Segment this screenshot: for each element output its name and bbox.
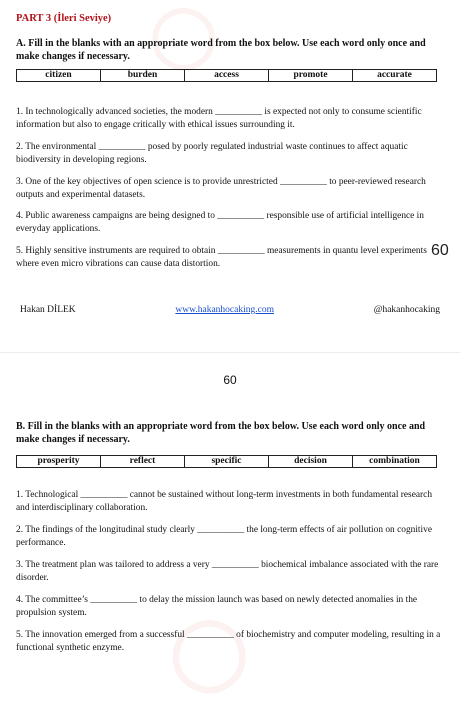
- section-b-instruction: B. Fill in the blanks with an appropriate word from the box below. Use each word only once and make changes if necessary.: [16, 421, 426, 445]
- word-box-item: access: [185, 70, 269, 81]
- website-link[interactable]: www.hakanhocaking.com: [175, 305, 274, 315]
- section-b-question-3: 3. The treatment plan was tailored to address a very __________ biochemical imbalance associated with the rare disorder.: [16, 560, 441, 583]
- word-box-item: burden: [101, 70, 185, 81]
- word-box-item: reflect: [101, 456, 185, 467]
- section-b-question-5: 5. The innovation emerged from a successful __________ of biochemistry and computer modeling, resulting in a functional synthetic enzyme.: [16, 630, 443, 653]
- word-box-item: prosperity: [17, 456, 101, 467]
- word-box-item: promote: [269, 70, 353, 81]
- section-a-word-box: [16, 69, 437, 82]
- section-a-question-5: 5. Highly sensitive instruments are required to obtain __________ measurements in quantu level experiments where even micro vibrations can cause data distortion.: [16, 246, 430, 269]
- word-box-item: citizen: [17, 70, 101, 81]
- page-number: 60: [223, 373, 237, 387]
- word-box-item: accurate: [377, 70, 412, 80]
- section-a-question-1: 1. In technologically advanced societies, the modern __________ is expected not only to consume scientific information but also to engage critically with ethical issues surrounding it.: [16, 107, 424, 130]
- word-box-item: specific: [185, 456, 269, 467]
- section-b-question-2: 2. The findings of the longitudinal study clearly __________ the long-term effects of air pollution on cognitive performance.: [16, 525, 435, 548]
- section-a-question-4: 4. Public awareness campaigns are being designed to __________ responsible use of artificial intelligence in everyday applications.: [16, 211, 427, 234]
- watermark-top: ◯: [150, 1, 218, 68]
- word-box-item: combination: [369, 456, 420, 466]
- footer: [20, 305, 440, 315]
- section-b-question-1: 1. Technological __________ cannot be sustained without long-term investments in both fundamental research and interdisciplinary collaboration.: [16, 490, 435, 513]
- section-a-question-2: 2. The environmental __________ posed by poorly regulated industrial waste continues to affect aquatic biodiversity in developing regions.: [16, 142, 411, 165]
- part-title: PART 3 (İleri Seviye): [16, 13, 112, 24]
- watermark-bottom: ◯: [170, 612, 249, 690]
- section-a-question-3: 3. One of the key objectives of open science is to provide unrestricted __________ to peer-reviewed research outputs and experimental datasets.: [16, 177, 429, 200]
- social-handle: @hakanhocaking: [373, 305, 440, 315]
- section-a-instruction: A. Fill in the blanks with an appropriate word from the box below. Use each word only once and make changes if necessary.: [16, 38, 426, 62]
- author-name: Hakan DİLEK: [20, 305, 76, 315]
- word-box-item: decision: [269, 456, 353, 467]
- section-b-word-box: [16, 455, 437, 468]
- side-page-number: 60: [431, 242, 449, 259]
- page-divider: [0, 352, 460, 353]
- section-b-question-4: 4. The committee’s __________ to delay the mission launch was based on newly detected anomalies in the propulsion system.: [16, 595, 420, 618]
